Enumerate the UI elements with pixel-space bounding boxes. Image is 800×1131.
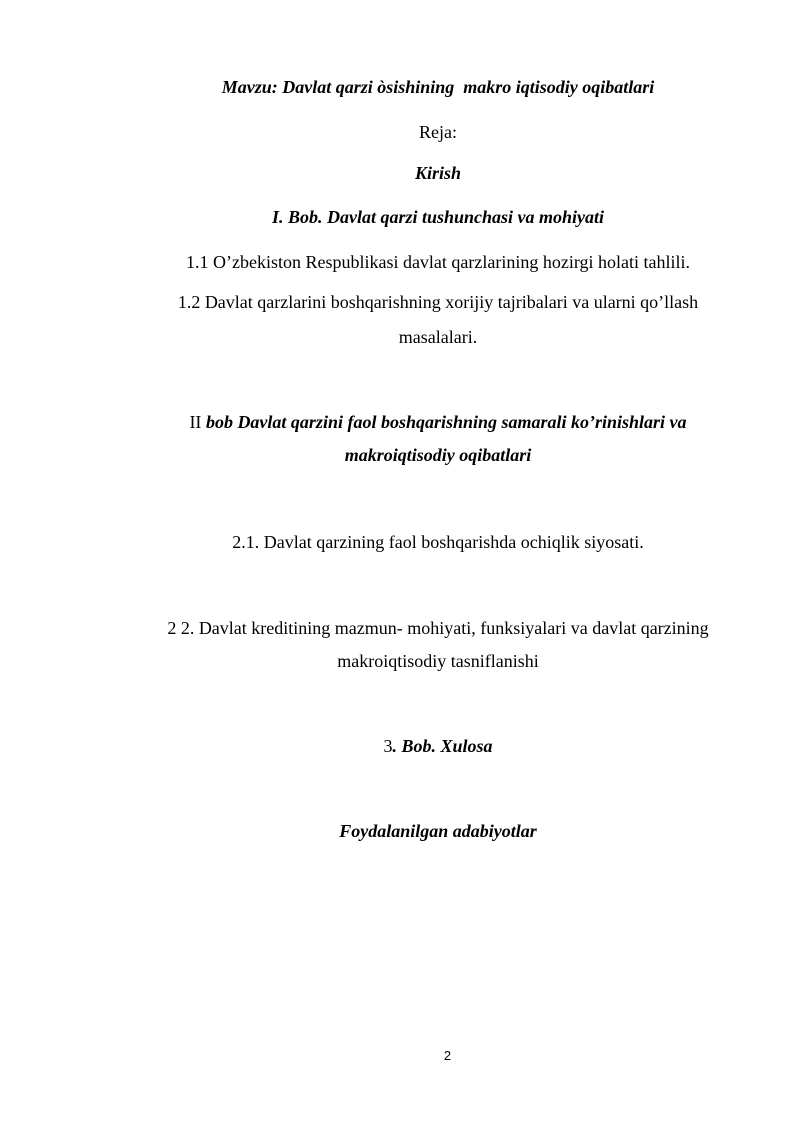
chapter2-title-line1 xyxy=(140,406,736,438)
chapter3-title-text: . Bob. Xulosa xyxy=(392,736,493,756)
chapter3-prefix: 3 xyxy=(383,736,393,756)
section-1-2-line1: 1.2 Davlat qarzlarini boshqarishning xorijiy tajribalari va ularni qo’llash xyxy=(177,292,699,312)
chapter2-title-text: bob Davlat qarzini faol boshqarishning samarali ko’rinishlari va xyxy=(205,412,687,432)
plan-heading: Reja: xyxy=(419,122,457,142)
chapter3-title xyxy=(140,730,736,762)
chapter1-title: I. Bob. Davlat qarzi tushunchasi va mohiyati xyxy=(271,207,605,227)
section-1-2-line2: masalalari. xyxy=(398,327,478,347)
chapter2-title-line2: makroiqtisodiy oqibatlari xyxy=(344,445,532,465)
topic-label: Mavzu: xyxy=(221,77,278,97)
chapter2-prefix: II xyxy=(189,412,202,432)
section-2-2-line2: makroiqtisodiy tasniflanishi xyxy=(337,651,539,671)
topic-title: Davlat qarzi òsishining makro iqtisodiy oqibatlari xyxy=(282,77,655,97)
intro-heading: Kirish xyxy=(414,163,462,183)
topic-heading xyxy=(140,71,736,103)
references-heading: Foydalanilgan adabiyotlar xyxy=(339,821,537,841)
section-1-1: 1.1 O’zbekiston Respublikasi davlat qarzlarining hozirgi holati tahlili. xyxy=(185,252,691,272)
section-2-1: 2.1. Davlat qarzining faol boshqarishda ochiqlik siyosati. xyxy=(232,532,644,552)
page-number: 2 xyxy=(443,1048,452,1063)
section-2-2-line1: 2 2. Davlat kreditining mazmun- mohiyati, funksiyalari va davlat qarzining xyxy=(167,618,709,638)
